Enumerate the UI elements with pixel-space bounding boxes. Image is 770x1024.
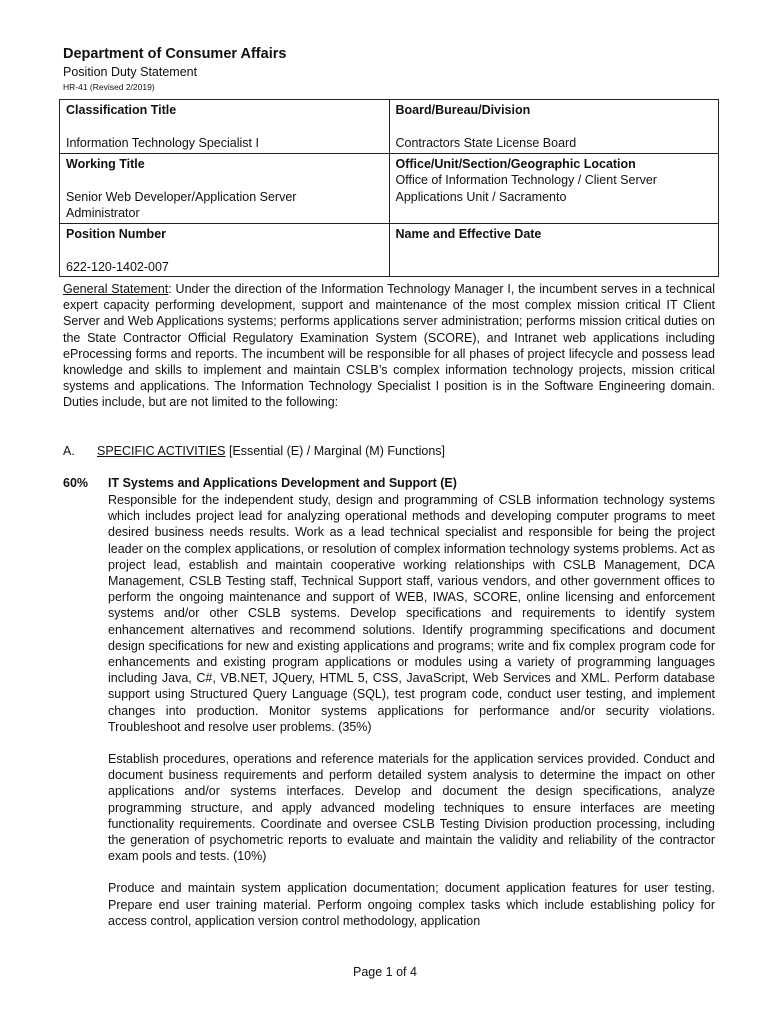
name-date-cell xyxy=(389,223,719,277)
section-a-heading xyxy=(63,444,445,458)
task-percent: 60% xyxy=(63,476,89,490)
general-statement-label: General Statement xyxy=(63,282,169,296)
task-paragraph: Produce and maintain system application documentation; document application features for user testing. Prepare end user training material. Perform ongoing complex tasks which include establishing policy for access control, application version control methodology, application xyxy=(108,881,715,928)
task-paragraph: Establish procedures, operations and reference materials for the application services provided. Conduct and document business requirements and perform detailed system analysis to determine the impact on other applications and/or systems interfaces. Develop and document the design specifications, analyze programming structure, and apply advanced modeling techniques to ensure interfaces are meeting functionality requirements. Coordinate and oversee CSLB Testing Division production processing, including the generation of psychometric reports to evaluate and maintain the validity and reliability of the contractor exam pools and tests. (10%) xyxy=(108,752,715,864)
section-letter: A. xyxy=(63,444,75,458)
board-label: Board/Bureau/Division xyxy=(395,103,531,117)
position-number-label: Position Number xyxy=(66,226,167,241)
name-date-label: Name and Effective Date xyxy=(395,226,542,241)
office-value: Office of Information Technology / Client Server Applications Unit / Sacramento xyxy=(395,173,657,204)
table-row xyxy=(60,223,719,277)
working-title-value: Senior Web Developer/Application Server Administrator xyxy=(66,189,297,220)
position-info-table xyxy=(59,99,719,277)
task-title: IT Systems and Applications Development and Support (E) xyxy=(108,476,457,490)
section-title: SPECIFIC ACTIVITIES xyxy=(97,444,226,458)
position-number-cell xyxy=(60,223,390,277)
page-number: Page 1 of 4 xyxy=(353,965,417,979)
section-suffix: [Essential (E) / Marginal (M) Functions] xyxy=(225,444,446,458)
task-paragraph: Responsible for the independent study, design and programming of CSLB information technology systems which includes project lead for analyzing operational methods and developing computer programs to meet desired business needs results. Work as a lead technical specialist and responsible for being the project leader on the complex applications, or resolution of complex information technology systems problems. Act as project lead, establish and maintain cooperative working relationships with CSLB Management, DCA Management, CSLB Testing staff, Technical Support staff, various vendors, and other government offices to perform the ongoing maintenance and support of WEB, IWAS, SCORE, online licensing and enforcement systems and/or other CSLB systems. Develop specifications and requirements to identify system enhancement alternatives and recommend solutions. Identify programming specifications and document design specifications for new and existing applications and programs; write and fix complex program code for enhancements and existing program applications or modules using a variety of programming languages including Java, C#, VB.NET, JQuery, HTML 5, CSS, JavaScript, Web Services and XML. Perform database support using Structured Query Language (SQL), test program code, conduct user testing, and implement changes into production. Monitor systems applications for performance and/or security violations. Troubleshoot and resolve user problems. (35%) xyxy=(108,493,715,734)
classification-title-cell xyxy=(60,100,390,154)
table-row xyxy=(60,153,719,223)
office-cell xyxy=(389,153,719,223)
working-title-cell xyxy=(60,153,390,223)
form-revision: HR-41 (Revised 2/2019) xyxy=(63,82,155,92)
classification-title-label: Classification Title xyxy=(66,103,177,117)
position-number-value: 622-120-1402-007 xyxy=(66,259,169,274)
board-value: Contractors State License Board xyxy=(395,136,577,150)
general-statement-text: : Under the direction of the Information Technology Manager I, the incumbent serves in a technical expert capacity performing development, support and maintenance of the most complex mission critical IT Client Server and Web Applications systems; performs applications server administration; performs mission critical duties on the State Contractor Official Regulatory Examination System (SCORE), and Intranet web applications including eProcessing forms and reports. The incumbent will be responsible for all phases of project lifecycle and possess lead knowledge and skills to implement and maintain CSLB’s complex information technology projects, mission critical systems and applications. The Information Technology Specialist I position is in the Software Engineering domain. Duties include, but are not limited to the following: xyxy=(63,282,716,410)
classification-title-value: Information Technology Specialist I xyxy=(66,136,259,150)
office-label: Office/Unit/Section/Geographic Location xyxy=(395,156,636,171)
working-title-label: Working Title xyxy=(66,156,145,171)
general-statement xyxy=(63,281,715,411)
task-body xyxy=(108,492,715,945)
table-row xyxy=(60,100,719,154)
document-subtitle: Position Duty Statement xyxy=(63,65,198,79)
board-cell xyxy=(389,100,719,154)
department-title: Department of Consumer Affairs xyxy=(63,46,287,62)
